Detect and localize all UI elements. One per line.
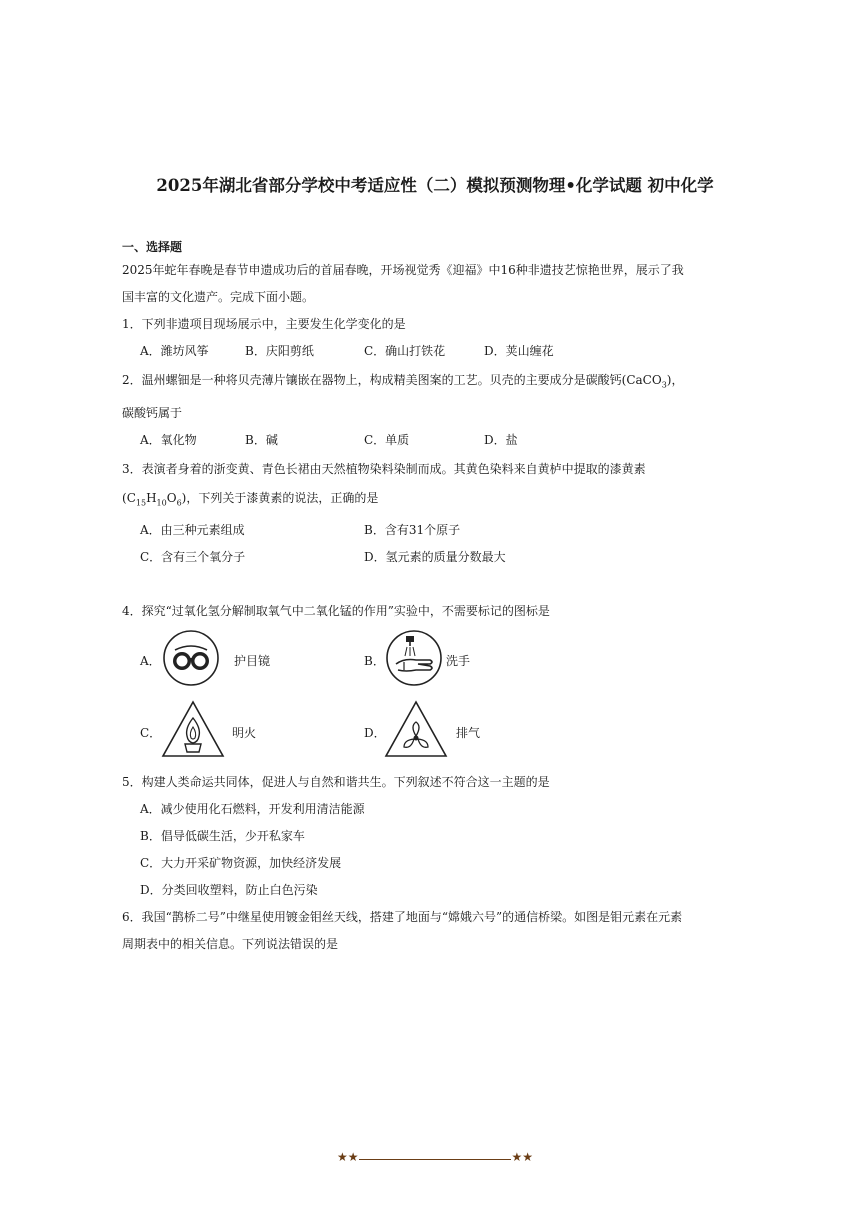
q4-option-c-label: 明火 <box>232 726 257 740</box>
q6-stem-line-2: 周期表中的相关信息。下列说法错误的是 <box>122 937 339 951</box>
q2-option-b: B．碱 <box>245 433 278 447</box>
q3-option-b: B．含有31个原子 <box>364 523 461 537</box>
q1-option-c: C．确山打铁花 <box>364 344 446 358</box>
q5-option-d: D．分类回收塑料，防止白色污染 <box>140 883 318 897</box>
flame-icon <box>161 700 225 758</box>
q1-option-d: D．荚山缠花 <box>484 344 554 358</box>
q3-formula: $(C_{15}H_{10}O_6)$ <box>122 491 187 508</box>
q4-option-b-label: 洗手 <box>446 654 471 668</box>
q3-option-c: C．含有三个氧分子 <box>140 550 246 564</box>
q1-option-a: A．潍坊风筝 <box>140 344 209 358</box>
goggles-icon <box>161 628 221 688</box>
q4-option-a-label: 护目镜 <box>234 654 271 668</box>
page-footer <box>337 1150 533 1168</box>
q4-stem: 4．探究“过氧化氢分解制取氧气中二氧化锰的作用”实验中，不需要标记的图标是 <box>122 604 550 618</box>
q3-option-d: D．氢元素的质量分数最大 <box>364 550 506 564</box>
q5-option-c: C．大力开采矿物资源，加快经济发展 <box>140 856 342 870</box>
q2-option-c: C．单质 <box>364 433 410 447</box>
fan-icon <box>384 700 448 758</box>
q4-option-d-letter: D． <box>364 726 386 740</box>
exam-title: 2025年湖北省部分学校中考适应性（二）模拟预测物理•化学试题 初中化学 <box>156 176 714 195</box>
q2-stem-line-2: 碳酸钙属于 <box>122 406 183 420</box>
q3-stem-line-1: 3．表演者身着的浙变黄、青色长裙由天然植物染料染制而成。其黄色染料来自黄栌中提取的漆黄素 <box>122 462 646 476</box>
q5-option-a: A．减少使用化石燃料，开发利用清洁能源 <box>140 802 365 816</box>
q1-option-b: B．庆阳剪纸 <box>245 344 314 358</box>
q2-option-a: A．氧化物 <box>140 433 197 447</box>
q5-stem: 5．构建人类命运共同体，促进人与自然和谐共生。下列叙述不符合这一主题的是 <box>122 775 550 789</box>
intro-line-1: 2025年蛇年春晚是春节申遗成功后的首届春晚，开场视觉秀《迎福》中16种非遗技艺惊艳世界，展示了我 <box>122 263 684 277</box>
q4-option-d-label: 排气 <box>456 726 481 740</box>
q4-option-c-letter: C． <box>140 726 162 740</box>
q5-option-b: B．倡导低碳生活，少开私家车 <box>140 829 305 843</box>
intro-line-2: 国丰富的文化遗产。完成下面小题。 <box>122 290 315 304</box>
q6-stem-line-1: 6．我国“鹊桥二号”中继星使用镀金钼丝天线，搭建了地面与“嫦娥六号”的通信桥梁。如图是钼元素在元素 <box>122 910 683 924</box>
q3-stem-line-2: $(C_{15}H_{10}O_6)$，下列关于漆黄素的说法，正确的是 <box>122 491 379 508</box>
q3-option-a: A．由三种元素组成 <box>140 523 245 537</box>
q2-option-d: D．盐 <box>484 433 518 447</box>
q2-stem-text: 2．温州螺钿是一种将贝壳薄片镶嵌在器物上，构成精美图案的工艺。贝壳的主要成分是碳酸钙 <box>122 373 622 387</box>
q4-option-a-letter: A． <box>140 654 161 668</box>
q4-option-b-letter: B． <box>364 654 385 668</box>
footer-stars-right: ★★ <box>511 1150 533 1164</box>
q1-stem: 1．下列非遗项目现场展示中，主要发生化学变化的是 <box>122 317 406 331</box>
q2-formula: (CaCO$_3$) <box>621 373 672 390</box>
footer-stars-left: ★★ <box>337 1150 359 1164</box>
hand-wash-icon <box>384 628 444 688</box>
section-heading: 一、选择题 <box>122 240 183 254</box>
footer-divider <box>359 1159 511 1160</box>
q2-stem-line-1: 2．温州螺钿是一种将贝壳薄片镶嵌在器物上，构成精美图案的工艺。贝壳的主要成分是碳酸钙(CaCO$_3$)， <box>122 373 684 390</box>
